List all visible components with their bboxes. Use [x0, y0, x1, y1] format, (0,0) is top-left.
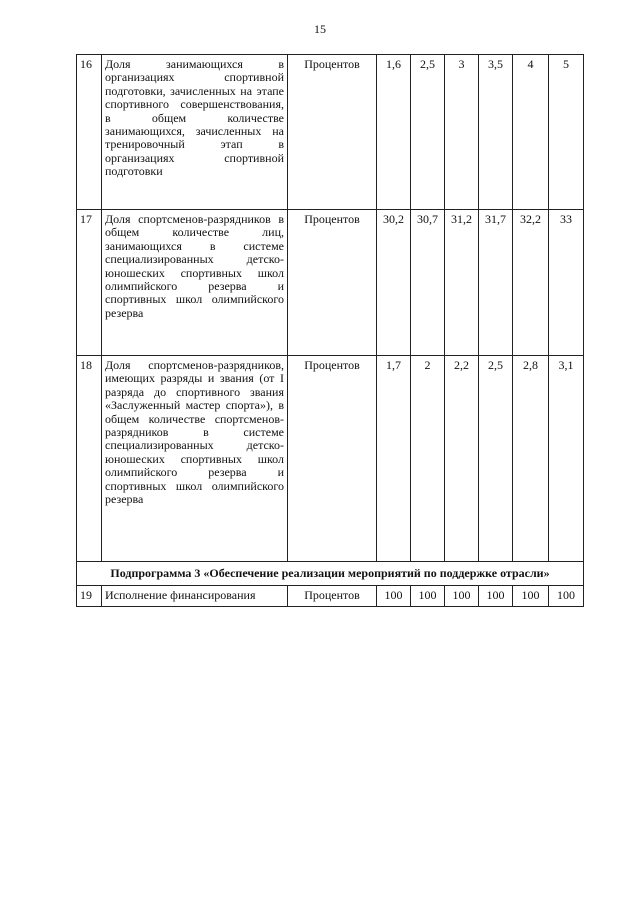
value-cell: 100 [479, 586, 513, 606]
row-number: 16 [77, 55, 102, 210]
value-cell: 32,2 [513, 210, 549, 356]
value-cell: 5 [549, 55, 584, 210]
page-number: 15 [314, 22, 326, 36]
value-cell: 30,7 [411, 210, 445, 356]
subprogram-header-row [77, 562, 584, 586]
value-cell: 100 [549, 586, 584, 606]
unit-cell: Процентов [288, 586, 377, 606]
value-cell: 100 [445, 586, 479, 606]
value-cell: 2,2 [445, 356, 479, 562]
value-cell: 100 [513, 586, 549, 606]
value-cell: 1,6 [377, 55, 411, 210]
row-number: 19 [77, 586, 102, 606]
unit-cell: Процентов [288, 356, 377, 562]
indicator-name: Доля спортсменов-разрядников, имеющих разряды и звания (от I разряда до спортивного звания «Заслуженный мастер спорта»), в общем количестве спортсменов-разрядников в системе специализированных детско-юношеских спортивных школ олимпийского резерва и спортивных школ олимпийского резерва [102, 356, 288, 562]
value-cell: 2,5 [479, 356, 513, 562]
row-number: 18 [77, 356, 102, 562]
value-cell: 1,7 [377, 356, 411, 562]
value-cell: 100 [377, 586, 411, 606]
value-cell: 3,5 [479, 55, 513, 210]
value-cell: 31,7 [479, 210, 513, 356]
unit-cell: Процентов [288, 210, 377, 356]
value-cell: 3,1 [549, 356, 584, 562]
value-cell: 2 [411, 356, 445, 562]
indicator-name: Доля спортсменов-разрядников в общем количестве лиц, занимающихся в системе специализированных детско-юношеских спортивных школ олимпийского резерва и спортивных школ олимпийского резерва [102, 210, 288, 356]
value-cell: 33 [549, 210, 584, 356]
value-cell: 3 [445, 55, 479, 210]
value-cell: 31,2 [445, 210, 479, 356]
unit-cell: Процентов [288, 55, 377, 210]
table-row [77, 586, 584, 606]
value-cell: 4 [513, 55, 549, 210]
table-row [77, 356, 584, 562]
value-cell: 100 [411, 586, 445, 606]
row-number: 17 [77, 210, 102, 356]
table-row [77, 55, 584, 210]
value-cell: 30,2 [377, 210, 411, 356]
value-cell: 2,5 [411, 55, 445, 210]
indicators-table [76, 54, 584, 607]
subprogram-title: Подпрограмма 3 «Обеспечение реализации мероприятий по поддержке отрасли» [77, 562, 584, 586]
indicator-name: Исполнение финансирования [102, 586, 288, 606]
table-row [77, 210, 584, 356]
value-cell: 2,8 [513, 356, 549, 562]
indicator-name: Доля занимающихся в организациях спортивной подготовки, зачисленных на этапе спортивного совершенствования, в общем количестве занимающихся, зачисленных на тренировочный этап в организациях спортивной подготовки [102, 55, 288, 210]
